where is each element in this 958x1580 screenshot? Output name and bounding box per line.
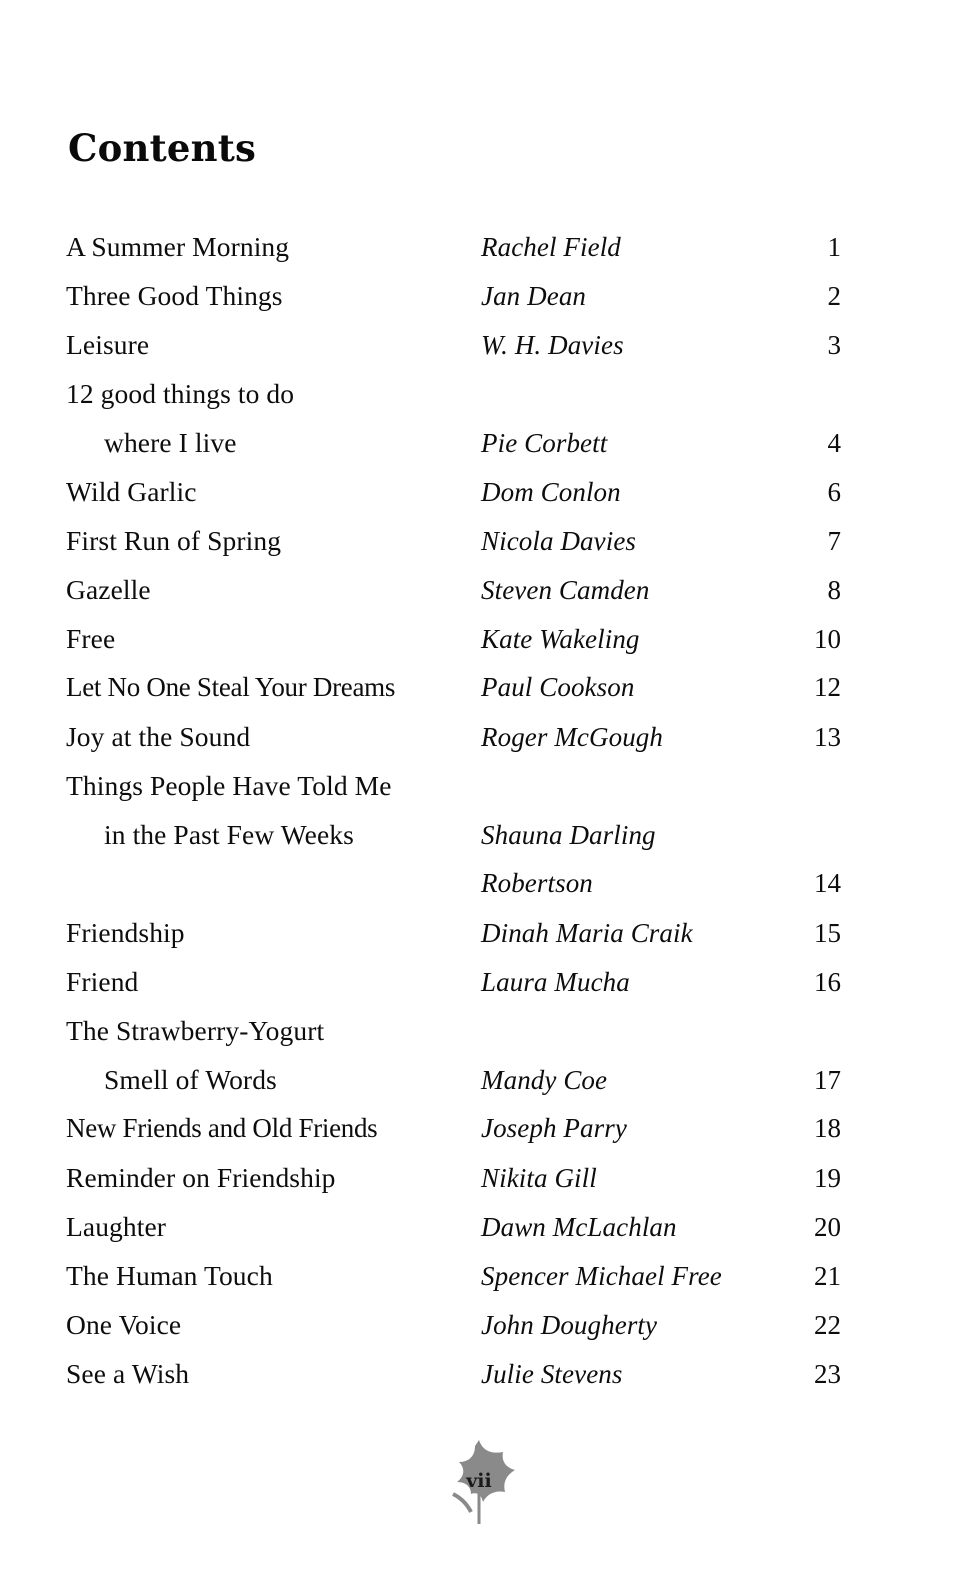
toc-entry-title: A Summer Morning (66, 231, 290, 262)
toc-entry-author: John Dougherty (481, 1310, 658, 1340)
toc-entry-title: The Human Touch (66, 1260, 273, 1291)
toc-entry-page-number: 22 (814, 1310, 841, 1340)
toc-entry[interactable] (66, 1055, 856, 1104)
toc-entry-title: Leisure (66, 329, 150, 360)
toc-entry-author: Kate Wakeling (481, 624, 640, 654)
toc-entry[interactable] (66, 761, 856, 810)
toc-entry[interactable] (66, 810, 856, 859)
toc-entry[interactable] (66, 1300, 856, 1349)
toc-entry[interactable] (66, 222, 856, 271)
toc-entry-title: See a Wish (66, 1358, 190, 1389)
toc-entry-author: Nikita Gill (481, 1163, 597, 1193)
toc-entry-title: First Run of Spring (66, 525, 282, 556)
toc-entry[interactable] (66, 1349, 856, 1398)
toc-entry[interactable] (66, 1006, 856, 1055)
toc-entry-title: where I live (104, 427, 237, 458)
toc-entry[interactable] (66, 418, 856, 467)
toc-entry-title: Friend (66, 966, 139, 997)
toc-entry-author: Robertson (481, 868, 593, 898)
toc-entry-author: Dawn McLachlan (481, 1212, 677, 1242)
toc-entry-author: Pie Corbett (481, 428, 608, 458)
toc-entry-title: The Strawberry-Yogurt (66, 1015, 325, 1046)
toc-entry-page-number: 1 (827, 232, 841, 262)
toc-entry-author: Roger McGough (481, 722, 664, 752)
toc-entry-author: W. H. Davies (481, 330, 624, 360)
page-title: Contents (68, 126, 257, 170)
toc-entry-title: Three Good Things (66, 280, 283, 311)
toc-entry-title: Gazelle (66, 574, 151, 605)
toc-entry-page-number: 20 (814, 1212, 841, 1242)
toc-entry-page-number: 19 (814, 1163, 841, 1193)
toc-entry-title: Smell of Words (104, 1064, 277, 1095)
toc-entry-page-number: 6 (827, 477, 841, 507)
toc-entry-author: Spencer Michael Free (481, 1261, 722, 1291)
toc-entry-author: Shauna Darling (481, 820, 656, 850)
toc-entry-title: One Voice (66, 1309, 182, 1340)
table-of-contents (66, 222, 856, 1398)
toc-entry-page-number: 10 (814, 624, 841, 654)
toc-entry-title: Reminder on Friendship (66, 1162, 336, 1193)
toc-entry-title: Laughter (66, 1211, 167, 1242)
toc-entry-page-number: 21 (814, 1261, 841, 1291)
toc-entry-title: Joy at the Sound (66, 721, 251, 752)
toc-entry-page-number: 7 (827, 526, 841, 556)
toc-entry-title: in the Past Few Weeks (104, 819, 354, 850)
toc-entry-title: New Friends and Old Friends (66, 1113, 378, 1143)
toc-entry-page-number: 15 (814, 918, 841, 948)
toc-entry-author: Laura Mucha (481, 967, 630, 997)
toc-entry-page-number: 16 (814, 967, 841, 997)
toc-entry-author: Jan Dean (481, 281, 587, 311)
toc-entry[interactable] (66, 565, 856, 614)
toc-entry-author: Nicola Davies (481, 526, 637, 556)
page-footer (0, 1432, 958, 1528)
toc-entry-page-number: 3 (827, 330, 841, 360)
toc-entry-title: Let No One Steal Your Dreams (66, 672, 396, 702)
toc-entry[interactable] (66, 1104, 856, 1153)
toc-entry[interactable] (66, 369, 856, 418)
toc-entry-title: Free (66, 623, 116, 654)
toc-entry-author: Dinah Maria Craik (481, 918, 693, 948)
toc-entry[interactable] (66, 859, 856, 908)
toc-entry-page-number: 8 (827, 575, 841, 605)
toc-entry-page-number: 23 (814, 1359, 841, 1389)
toc-entry-page-number: 13 (814, 722, 841, 752)
toc-entry-page-number: 14 (814, 868, 841, 898)
toc-entry-page-number: 4 (827, 428, 841, 458)
toc-entry-author: Steven Camden (481, 575, 650, 605)
toc-entry-page-number: 2 (827, 281, 841, 311)
toc-entry[interactable] (66, 1202, 856, 1251)
toc-entry-author: Dom Conlon (481, 477, 621, 507)
toc-entry-page-number: 17 (814, 1065, 841, 1095)
folio-number: vii (466, 1470, 492, 1492)
toc-entry[interactable] (66, 516, 856, 565)
toc-entry[interactable] (66, 467, 856, 516)
toc-entry-author: Julie Stevens (481, 1359, 623, 1389)
leaf-ornament (431, 1432, 527, 1528)
toc-entry[interactable] (66, 908, 856, 957)
toc-entry-author: Joseph Parry (481, 1113, 627, 1143)
toc-entry-title: 12 good things to do (66, 378, 295, 409)
toc-entry[interactable] (66, 320, 856, 369)
toc-entry-title: Wild Garlic (66, 476, 197, 507)
toc-entry[interactable] (66, 614, 856, 663)
toc-entry-page-number: 18 (814, 1113, 841, 1143)
toc-entry[interactable] (66, 712, 856, 761)
toc-entry[interactable] (66, 1251, 856, 1300)
toc-entry[interactable] (66, 271, 856, 320)
toc-entry[interactable] (66, 663, 856, 712)
toc-entry[interactable] (66, 957, 856, 1006)
toc-entry-author: Rachel Field (481, 232, 621, 262)
toc-entry[interactable] (66, 1153, 856, 1202)
toc-entry-page-number: 12 (814, 672, 841, 702)
toc-entry-author: Paul Cookson (481, 672, 635, 702)
toc-entry-title: Things People Have Told Me (66, 770, 392, 801)
toc-entry-title: Friendship (66, 917, 185, 948)
toc-entry-author: Mandy Coe (481, 1065, 608, 1095)
